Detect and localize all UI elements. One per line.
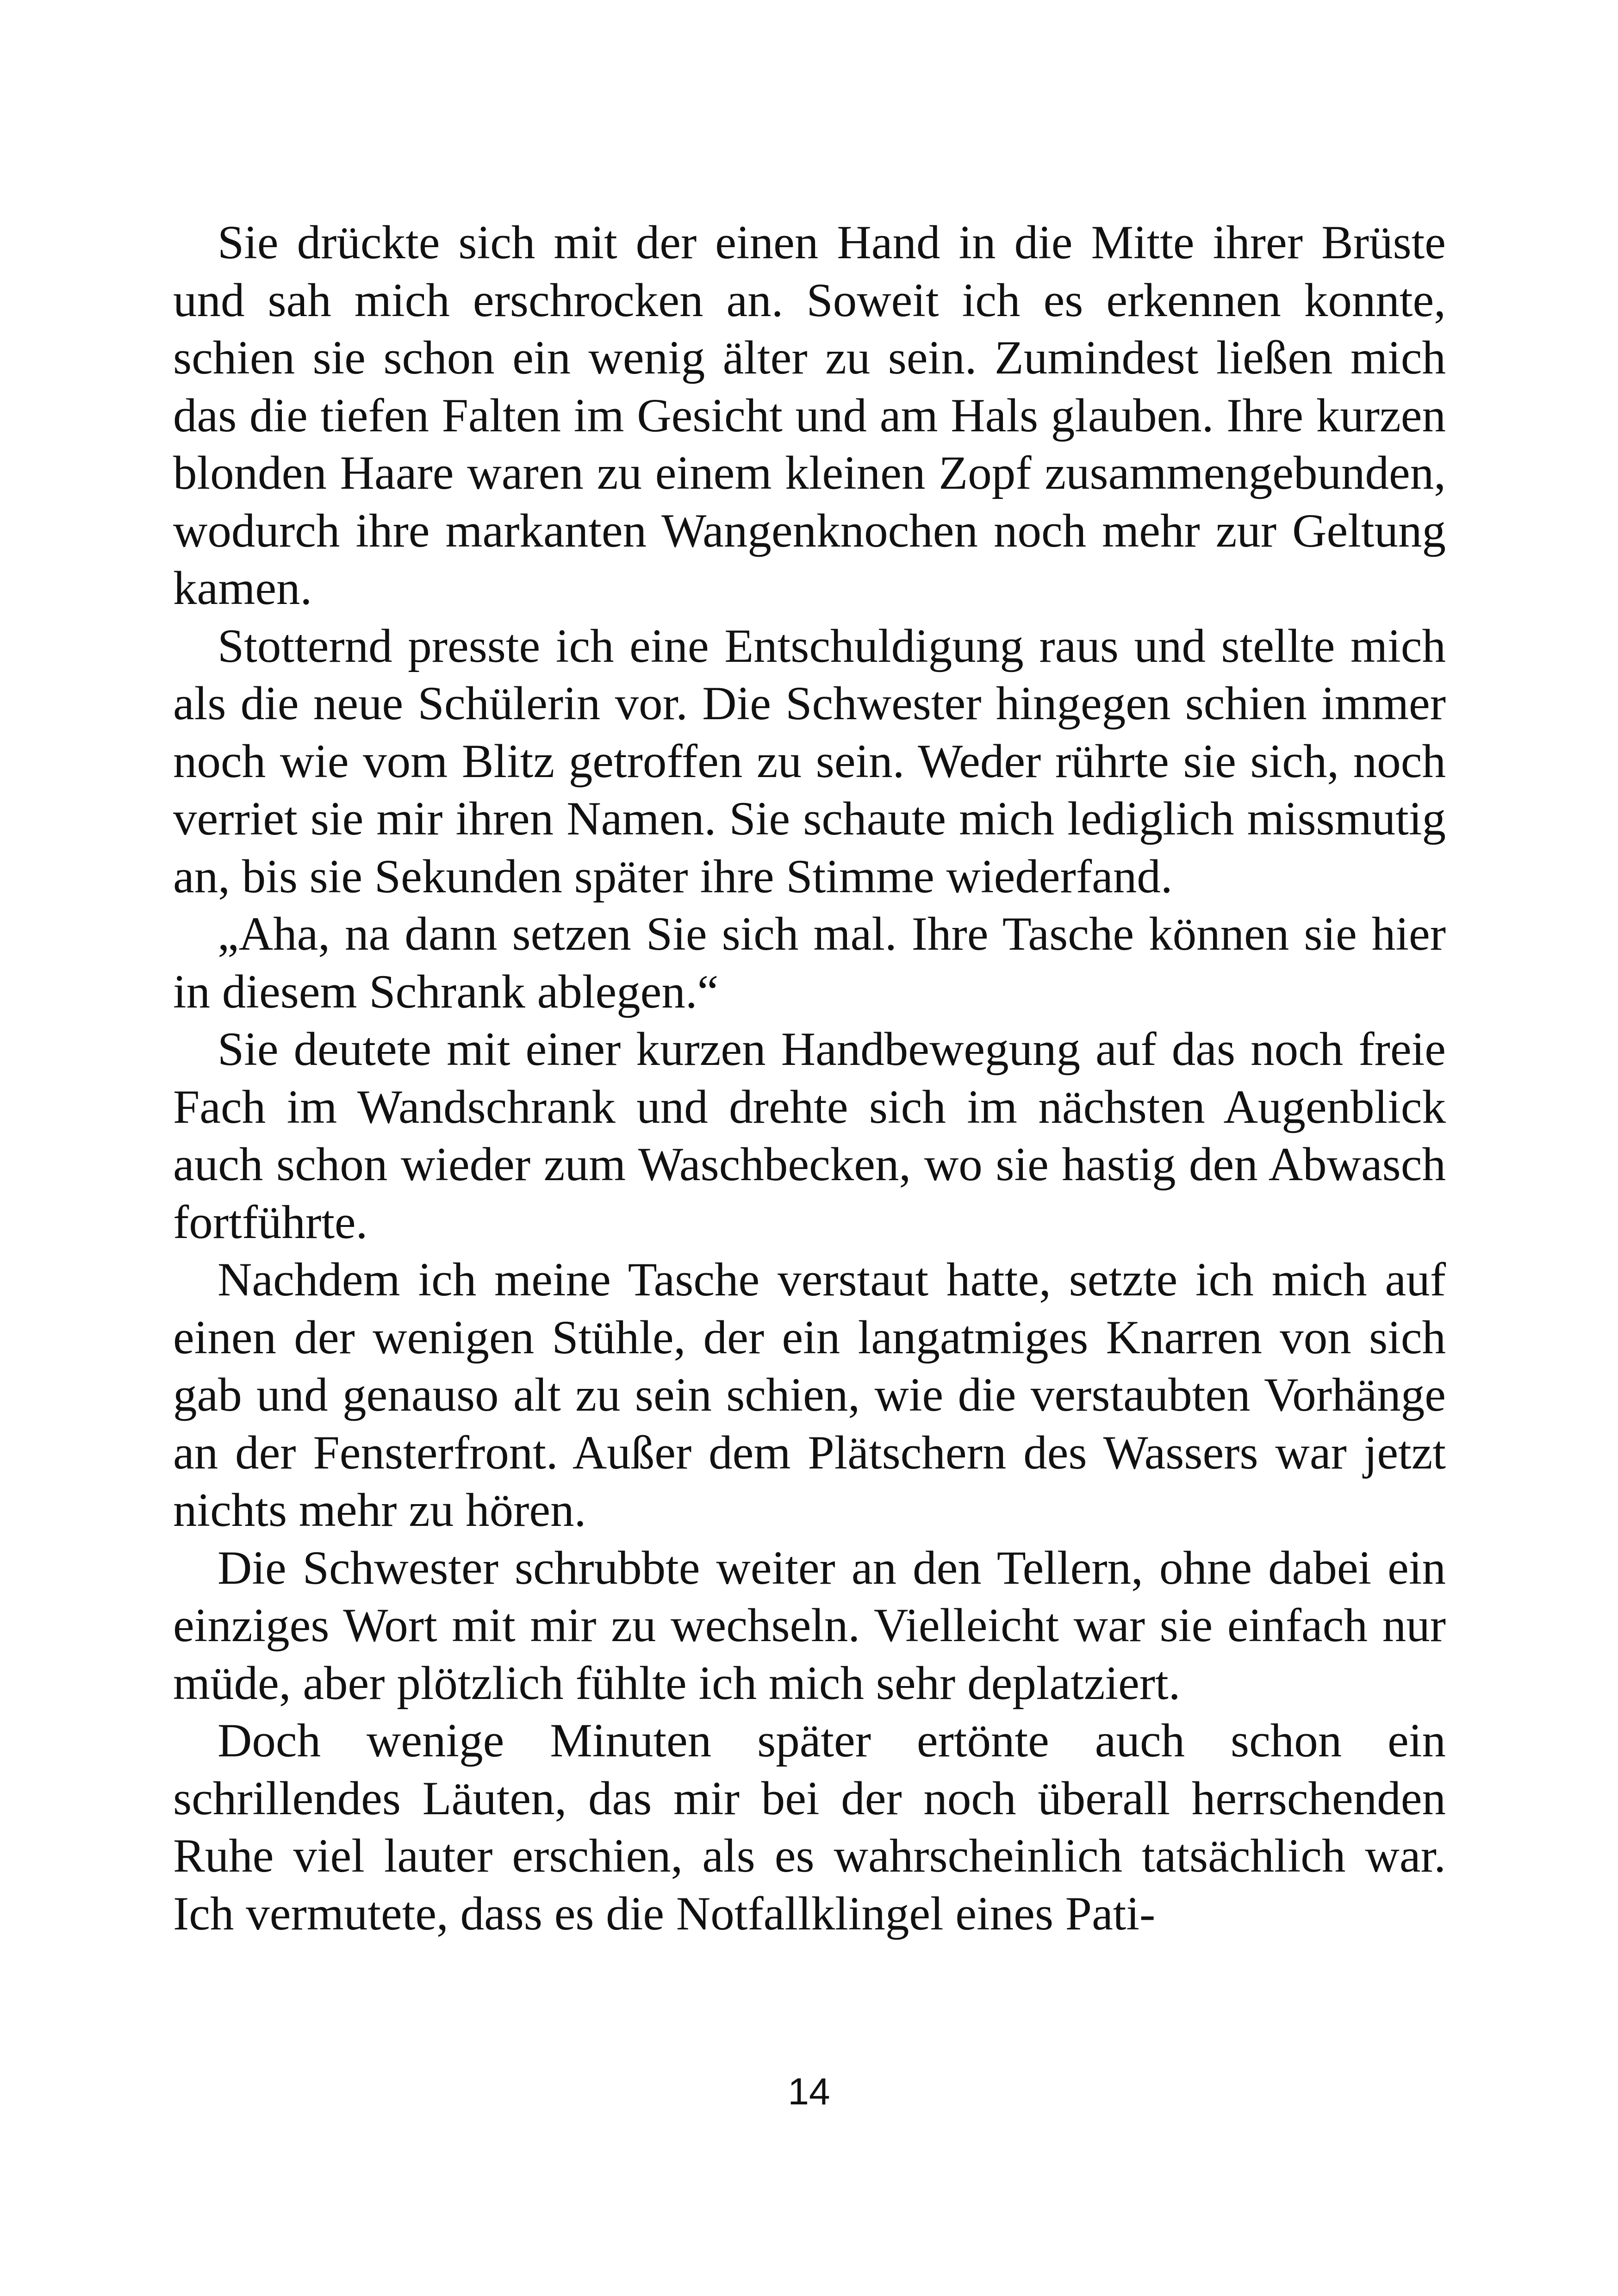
paragraph: Nachdem ich meine Tasche verstaut hatte, setzte ich mich auf einen der wenigen Stühle, der ein langatmiges Knarren von sich gab und genauso alt zu sein schien, wie die verstaubten Vorhänge an der Fensterfront. Außer dem Plätschern des Wassers war jetzt nichts mehr zu hören. [173,1253,1446,1537]
paragraph: Stotternd presste ich eine Entschuldigung raus und stellte mich als die neue Schülerin vor. Die Schwester hingegen schien immer noch wie vom Blitz getroffen zu sein. Weder rührte sie sich, noch verriet sie mir ihren Namen. Sie schaute mich lediglich missmutig an, bis sie Sekunden später ihre Stimme wiederfand. [173,619,1446,903]
paragraph: Doch wenige Minuten später ertönte auch schon ein schrillendes Läuten, das mir bei der noch überall herrschenden Ruhe viel lauter erschien, als es wahrscheinlich tatsächlich war. Ich vermutete, dass es die Notfallklingel eines Pati- [173,1714,1446,1940]
body-text [173,214,1446,1942]
paragraph: „Aha, na dann setzen Sie sich mal. Ihre Tasche können sie hier in diesem Schrank ablegen.“ [173,908,1446,1018]
paragraph: Sie deutete mit einer kurzen Handbewegung auf das noch freie Fach im Wandschrank und drehte sich im nächsten Augenblick auch schon wieder zum Waschbecken, wo sie hastig den Abwasch fortführte. [173,1023,1446,1249]
page-number: 14 [788,2071,830,2113]
paragraph: Die Schwester schrubbte weiter an den Tellern, ohne dabei ein einziges Wort mit mir zu wechseln. Vielleicht war sie einfach nur müde, aber plötzlich fühlte ich mich sehr deplatziert. [173,1541,1446,1710]
paragraph: Sie drückte sich mit der einen Hand in die Mitte ihrer Brüste und sah mich erschrocken an. Soweit ich es erkennen konnte, schien sie schon ein wenig älter zu sein. Zumindest ließen mich das die tiefen Falten im Gesicht und am Hals glauben. Ihre kurzen blonden Haare waren zu einem kleinen Zopf zusammengebunden, wodurch ihre markanten Wangenknochen noch mehr zur Geltung kamen. [173,216,1446,615]
